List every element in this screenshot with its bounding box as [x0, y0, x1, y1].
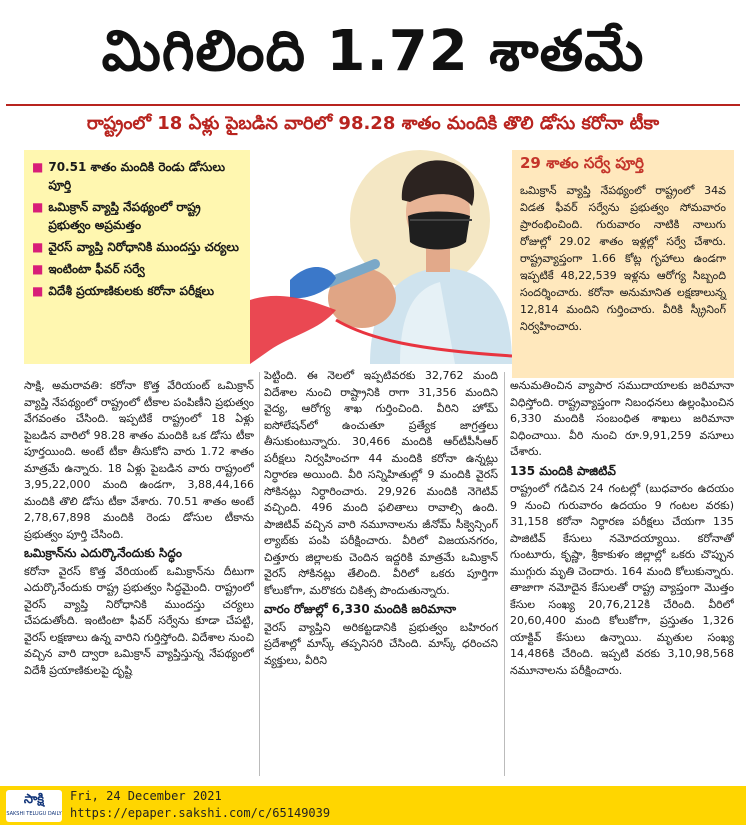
sidebar-title: 29 శాతం సర్వే పూర్తి	[520, 154, 644, 172]
bullet-icon: ■	[32, 284, 44, 298]
highlight-text: ఇంటింటా ఫీవర్‌ సర్వే	[48, 262, 145, 276]
highlights-box	[24, 150, 250, 364]
bullet-icon: ■	[32, 240, 44, 254]
highlight-item	[32, 260, 244, 278]
bullet-icon: ■	[32, 160, 44, 174]
paragraph: అనుమతించిన వ్యాపార సముదాయాలకు జరిమానా విధిస్తోంది. రాష్ట్రవ్యాప్తంగా నిబంధనలు ఉల్లంఘించిన 6,330 మందికి సంబంధిత శాఖలు జరిమానా విధించాయి. వీరి నుంచి రూ.9,91,259 వసూలు చేశారు.	[510, 379, 734, 458]
sakshi-logo	[6, 790, 62, 822]
column-divider	[504, 372, 505, 776]
bullet-icon: ■	[32, 262, 44, 276]
highlight-text: ఒమిక్రాన్‌ వ్యాప్తి నేపథ్యంలో రాష్ట్ర ప్రభుత్వం అప్రమత్తం	[48, 200, 201, 232]
section-subheading: వారం రోజుల్లో 6,330 మందికి జరిమానా	[264, 602, 457, 616]
highlight-item	[32, 282, 244, 300]
highlight-item	[32, 198, 244, 234]
highlight-text: విదేశీ ప్రయాణికులకు కరోనా పరీక్షలు	[48, 284, 215, 298]
epaper-link[interactable]: https://epaper.sakshi.com/c/65149039	[70, 806, 331, 820]
footer-bar	[0, 786, 746, 825]
edition-date: Fri, 24 December 2021	[70, 789, 222, 803]
highlight-text: వైరస్‌ వ్యాప్తి నిరోధానికి ముందస్తు చర్యలు	[48, 240, 239, 254]
paragraph: సాక్షి, అమరావతి: కరోనా కొత్త వేరియంట్‌ ఒమిక్రాన్‌ వ్యాప్తి నేపథ్యంలో రాష్ట్రంలో టీకాల పంపిణీని ప్రభుత్వం వేగవంతం చేసింది. ఇప్పటికే రాష్ట్రంలో 18 ఏళ్లు పైబడిన వారిలో 98.28 శాతం మందికి ఒక డోసు టీకా పూర్తయింది. అంటే టీకా తీసుకోని వారు 1.72 శాతం మాత్రమే ఉన్నారు. 18 ఏళ్లు పైబడిన వారు రాష్ట్రంలో 3,95,22,000 మంది ఉండగా, 3,88,44,166 మందికి తొలి డోసు టీకా వేశారు. 70.51 శాతం అంటే 2,78,67,898 మందికి రెండు డోసుల టీకాను ప్రభుత్వం పూర్తి చేసింది.	[24, 379, 254, 541]
highlight-item	[32, 238, 244, 256]
paragraph: కరోనా వైరస్‌ కొత్త వేరియంట్‌ ఒమిక్రాన్‌ను దీటుగా ఎదుర్కొనేందుకు రాష్ట్ర ప్రభుత్వం సిద్ధమైంది. రాష్ట్రంలో వైరస్‌ వ్యాప్తి నిరోధానికి ముందస్తు చర్యలు చేపడుతోంది. ఇంటింటా ఫీవర్‌ సర్వేను కూడా చేపట్టి, వైరస్‌ లక్షణాలు ఉన్న వారిని గుర్తిస్తోంది. విదేశాల నుంచి వచ్చిన వారి ద్వారా ఒమిక్రాన్‌ వ్యాప్తిస్తున్న నేపథ్యంలో విదేశీ ప్రయాణికులపై దృష్టి	[24, 564, 254, 677]
paragraph: వైరస్‌ వ్యాప్తిని అరికట్టడానికి ప్రభుత్వం బహిరంగ ప్రదేశాల్లో మాస్క్‌ తప్పనిసరి చేసింది. మాస్క్‌ ధరించని వ్యక్తులు, వీరిని	[264, 620, 498, 667]
highlight-text: 70.51 శాతం మందికి రెండు డోసులు పూర్తి	[48, 160, 225, 192]
paragraph: రాష్ట్రంలో గడిచిన 24 గంటల్లో (బుధవారం ఉదయం 9 నుంచి గురువారం ఉదయం 9 గంటల వరకు) 31,158 కరోనా నిర్ధారణ పరీక్షలు చేయగా 135 పాజిటివ్‌ కేసులు నమోదయ్యాయి. కరోనాతో గుంటూరు, కృష్ణా, శ్రీకాకుళం జిల్లాల్లో ఒకరు చొప్పున ముగ్గురు మృతి చెందారు. 164 మంది కోలుకున్నారు. తాజాగా నమోదైన కేసులతో రాష్ట్ర వ్యాప్తంగా మొత్తం కేసుల సంఖ్య 20,76,212కి చేరింది. వీరిలో 20,60,400 మంది కోలుకోగా, ప్రస్తుతం 1,326 యాక్టివ్‌ కేసులు ఉన్నాయి. మృతుల సంఖ్య 14,486కి చేరింది. ఇప్పటి వరకు 3,10,98,568 నమూనాలను పరీక్షించారు.	[510, 482, 734, 677]
survey-sidebar	[512, 150, 734, 378]
article-column-2	[264, 368, 498, 764]
column-divider	[259, 372, 260, 776]
article-column-3	[510, 378, 734, 774]
headline: మిగిలింది 1.72 శాతమే	[101, 19, 645, 84]
sidebar-text: ఒమిక్రాన్‌ వ్యాప్తి నేపథ్యంలో రాష్ట్రంలో 34వ విడత ఫీవర్‌ సర్వేను ప్రభుత్వం సోమవారం ప్రారంభించింది. గురువారం నాటికి నాలుగు రోజుల్లో 29.02 శాతం ఇళ్లల్లో సర్వే చేశారు. రాష్ట్రవ్యాప్తంగా 1.66 కోట్ల గృహాలు ఉండగా ఇప్పటికే 48,22,539 ఇళ్లను ఆరోగ్య సిబ్బంది సందర్శించారు. కరోనా అనుమానిత లక్షణాలున్న 12,814 మందిని గుర్తించారు. వీరికి స్క్రీనింగ్‌ నిర్వహించారు.	[520, 184, 726, 333]
bullet-icon: ■	[32, 200, 44, 214]
section-subheading: ఒమిక్రాన్‌ను ఎదుర్కొనేందుకు సిద్ధం	[24, 546, 182, 560]
logo-text: సాక్షి	[23, 792, 45, 807]
article-column-1	[24, 378, 254, 774]
vaccination-illustration	[250, 150, 512, 364]
section-subheading: 135 మందికి పాజిటివ్‌	[510, 463, 616, 478]
paragraph: పెట్టింది. ఈ నెలలో ఇప్పటివరకు 32,762 మంది విదేశాల నుంచి రాష్ట్రానికి రాగా 31,356 మందిని వైద్య, ఆరోగ్య శాఖ గుర్తించింది. వీరిని హోమ్‌ ఐసోలేషన్‌లో ఉంచుతూ ప్రత్యేక జాగ్రత్తలు తీసుకుంటున్నారు. 30,466 మందికి ఆర్‌టీపీసీఆర్‌ పరీక్షలు నిర్వహించగా 44 మందికి కరోనా ఉన్నట్లు నిర్ధారణ అయింది. వీరి సన్నిహితుల్లో 9 మందికి వైరస్‌ సోకినట్లు నిర్ధారించారు. 29,926 మందికి నెగెటివ్‌ వచ్చింది. 496 మంది ఫలితాలు రావాల్సి ఉంది. పాజిటివ్‌ వచ్చిన వారి నమూనాలను జీనోమ్‌ సీక్వెన్సింగ్‌ ల్యాబ్‌కు పంపి పరీక్షించారు. వీరిలో విజయనగరం, చిత్తూరు జిల్లాలకు చెందిన ఇద్దరికి మాత్రమే ఒమిక్రాన్‌ వైరస్‌ సోకినట్లు తేలింది. వీరిలో ఒకరు పూర్తిగా కోలుకోగా, మరొకరు చికిత్స పొందుతున్నారు.	[264, 369, 498, 597]
highlight-item	[32, 158, 244, 194]
logo-subtitle: SAKSHI TELUGU DAILY	[6, 811, 62, 817]
vaccination-image	[250, 150, 512, 364]
subheadline: రాష్ట్రంలో 18 ఏళ్లు పైబడిన వారిలో 98.28 శాతం మందికి తొలి డోసు కరోనా టీకా	[6, 104, 740, 142]
